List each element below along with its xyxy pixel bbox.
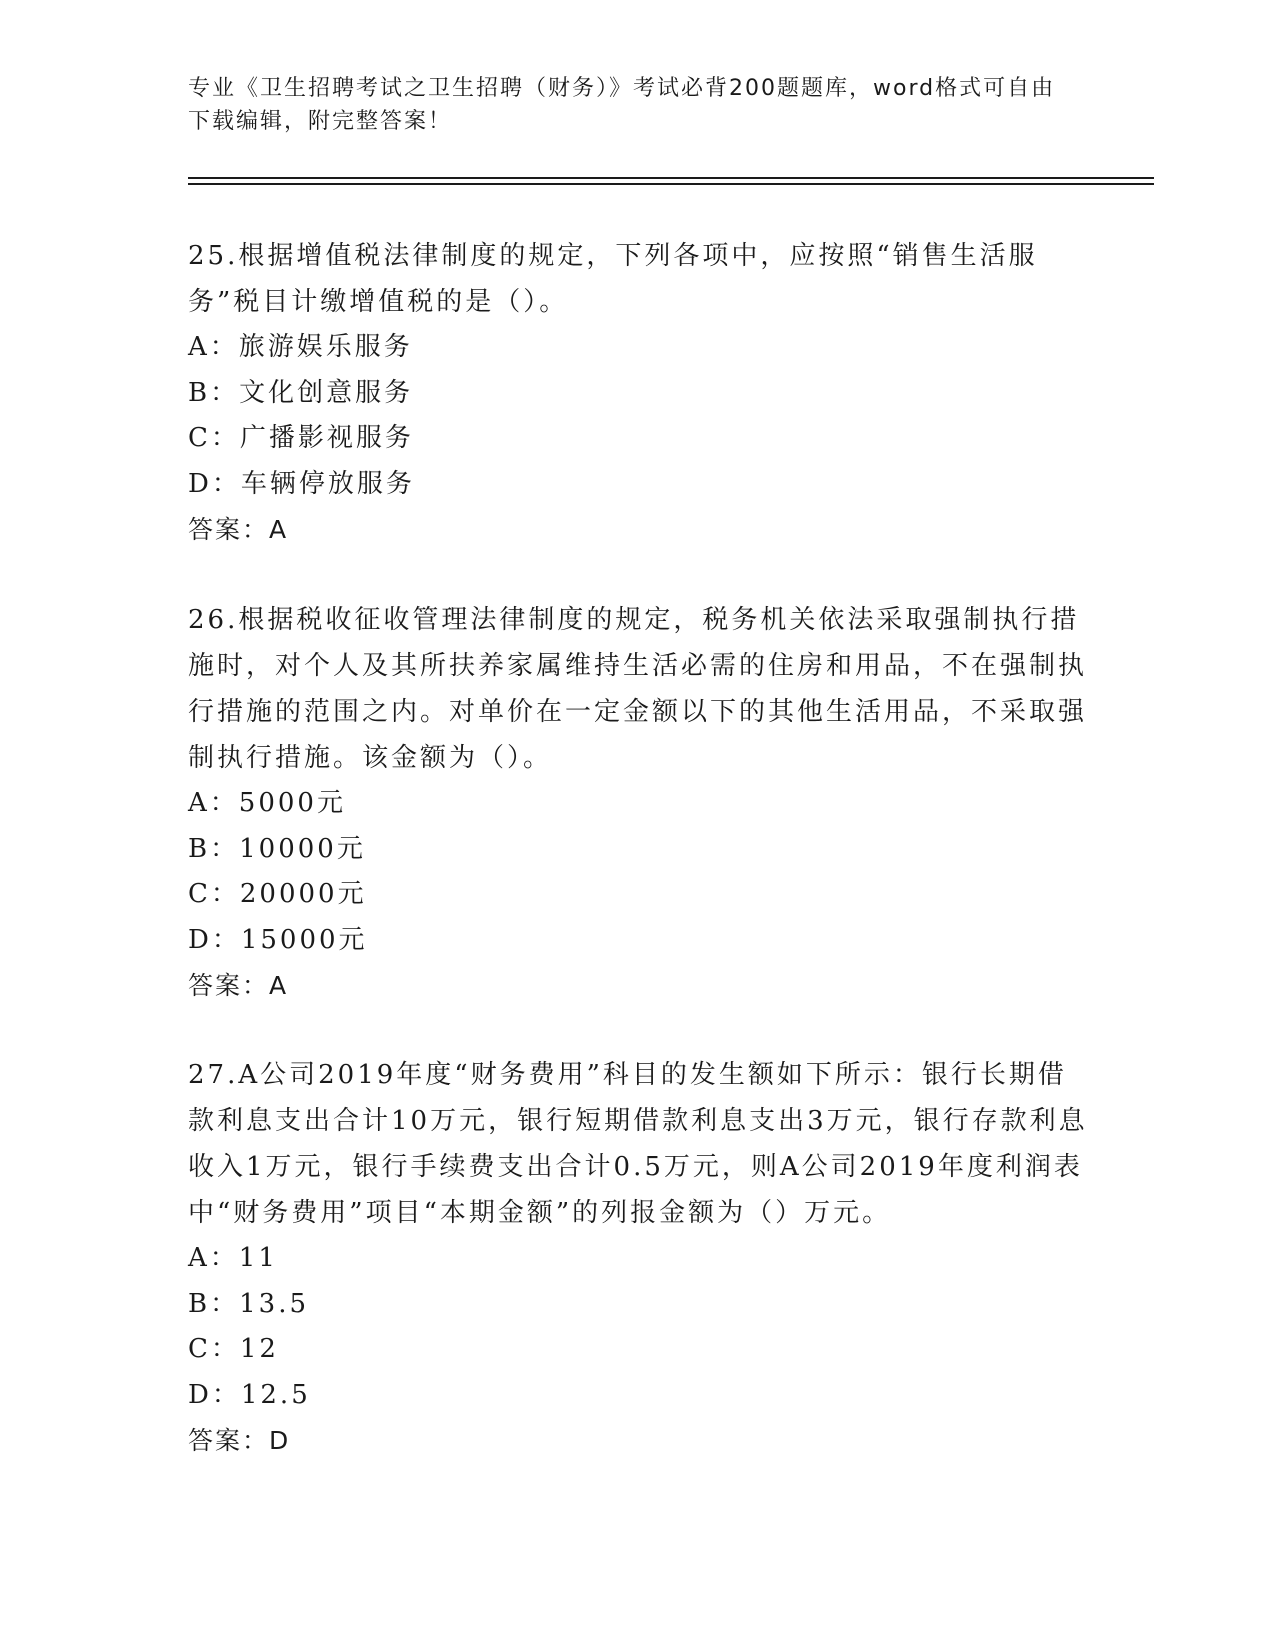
option-d: D：15000元 [188,924,368,955]
question-26 [188,597,1088,1008]
option-c: C：广播影视服务 [188,423,414,453]
question-stem: 26.根据税收征收管理法律制度的规定，税务机关依法采取强制执行措施时，对个人及其所扶养家属维持生活必需的住房和用品，不在强制执行措施的范围之内。对单价在一定金额以下的其他生活用品，不采取强制执行措施。该金额为（）。 [188,605,1088,773]
option-a: A：5000元 [188,788,346,818]
option-c: C：12 [188,1334,279,1364]
answer: 答案：A [188,515,289,544]
answer: 答案：A [188,971,289,1000]
question-stem: 25.根据增值税法律制度的规定，下列各项中，应按照“销售生活服务”税目计缴增值税的是（）。 [188,241,1038,317]
option-a: A：旅游娱乐服务 [188,332,413,362]
option-c: C：20000元 [188,879,367,909]
answer: 答案：D [188,1426,291,1455]
question-25 [188,233,1088,552]
question-stem: 27.A公司2019年度“财务费用”科目的发生额如下所示：银行长期借款利息支出合计10万元，银行短期借款利息支出3万元，银行存款利息收入1万元，银行手续费支出合计0.5万元，则A公司2019年度利润表中“财务费用”项目“本期金额”的列报金额为（）万元。 [188,1060,1088,1228]
option-d: D：车辆停放服务 [188,468,415,499]
question-27 [188,1052,1088,1463]
option-b: B：13.5 [188,1288,309,1319]
option-b: B：文化创意服务 [188,377,414,408]
header-divider-top [188,177,1154,179]
header-note: 专业《卫生招聘考试之卫生招聘（财务）》考试必背200题题库，word格式可自由下载编辑，附完整答案！ [188,76,1056,134]
option-a: A：11 [188,1243,278,1273]
header-divider-bottom [188,183,1154,185]
option-b: B：10000元 [188,833,366,864]
option-d: D：12.5 [188,1379,311,1410]
